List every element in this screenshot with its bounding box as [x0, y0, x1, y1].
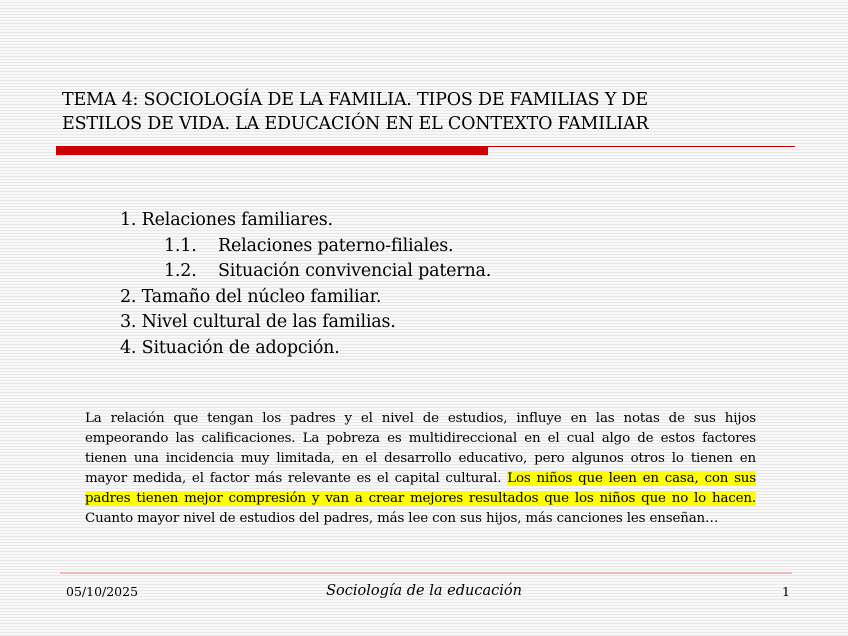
slide-title — [62, 88, 802, 136]
footer-date: 05/10/2025 — [66, 584, 139, 599]
outline-item-1-2 — [120, 259, 491, 285]
outline-item-3: 3. Nivel cultural de las familias. — [120, 312, 396, 333]
title-underline-thick — [56, 146, 488, 155]
paragraph-text-end: Cuanto mayor nivel de estudios del padres, más lee con sus hijos, más canciones les enseñan… — [85, 511, 719, 526]
outline-item-1: 1. Relaciones familiares. — [120, 210, 333, 230]
body-paragraph — [85, 409, 756, 529]
outline-item-1-1 — [120, 234, 491, 260]
outline-item-4: 4. Situación de adopción. — [120, 337, 340, 358]
highlighted-text: Los niños que leen en casa, con sus padres tienen mejor compresión y van a crear mejores resultados que los niños que no lo hacen. — [85, 471, 756, 506]
title-line-1: TEMA 4: SOCIOLOGÍA DE LA FAMILIA. TIPOS DE FAMILIAS Y DE — [62, 90, 648, 110]
outline-item-1-1-text: Relaciones paterno-filiales. — [218, 235, 454, 256]
outline-item-1-1-number: 1.1. — [164, 235, 197, 256]
footer-page-number: 1 — [782, 584, 790, 599]
outline-item-2: 2. Tamaño del núcleo familiar. — [120, 286, 382, 307]
outline-item-1-2-text: Situación convivencial paterna. — [218, 261, 492, 282]
footer-course-title: Sociología de la educación — [326, 583, 522, 599]
topic-outline — [120, 208, 491, 362]
title-underline-thin — [488, 146, 795, 147]
paragraph-text-start: La relación que tengan los padres y el nivel de estudios, influye en las notas de sus hijos empeorando las calificaciones. La pobreza es multidireccional en el cual algo de estos factores tienen una incidencia muy limitada, en el desarrollo educativo, pero algunos otros lo tienen en mayor medida, el factor más relevante es el capital cultural. — [85, 411, 756, 486]
title-line-2: ESTILOS DE VIDA. LA EDUCACIÓN EN EL CONTEXTO FAMILIAR — [62, 114, 649, 134]
footer-divider — [60, 572, 792, 574]
outline-item-1-2-number: 1.2. — [164, 261, 197, 282]
